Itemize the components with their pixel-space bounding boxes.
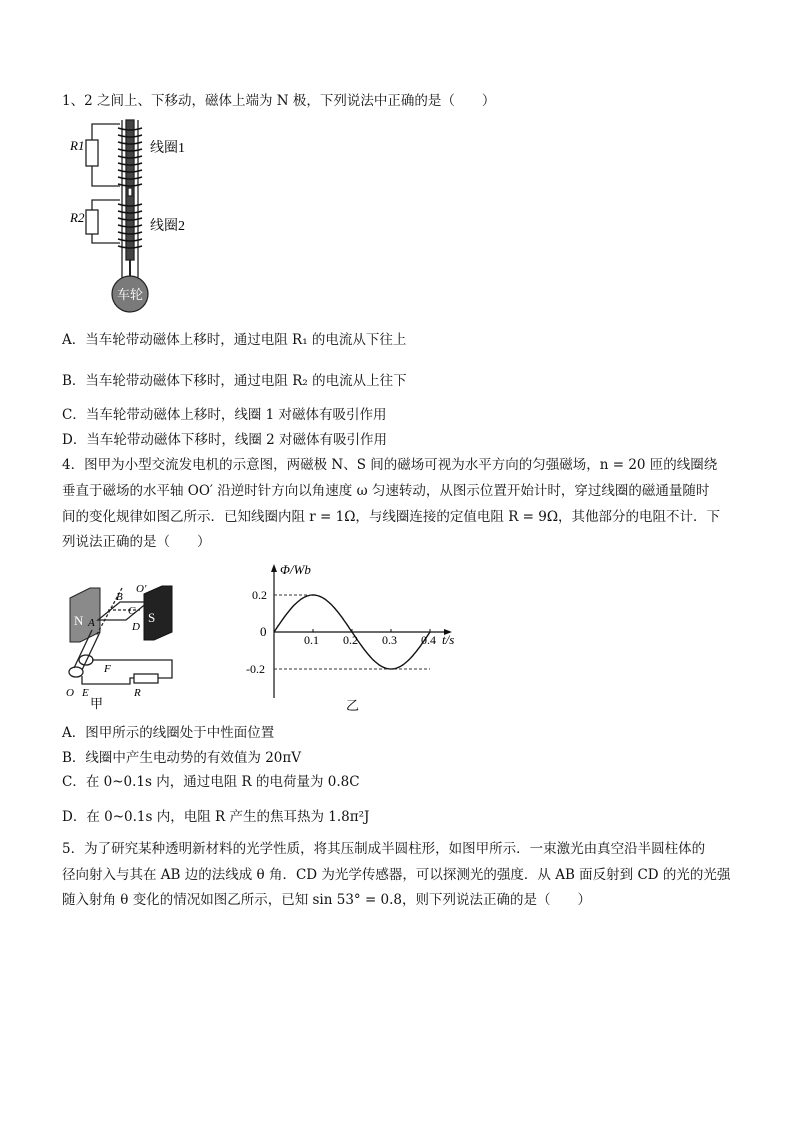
q4-stem-line4: 列说法正确的是（ ）: [62, 534, 211, 550]
jia-O: O: [66, 687, 74, 699]
q4-stem-line3: 间的变化规律如图乙所示．已知线圈内阻 r = 1Ω，与线圈连接的定值电阻 R = 9Ω，其他部分的电阻不计．下: [62, 509, 721, 525]
jia-D: D: [132, 621, 140, 633]
jia-O-prime: O′: [136, 583, 147, 595]
chart-caption: 乙: [346, 698, 360, 713]
chart-origin-label: 0: [260, 624, 267, 639]
q3-stem-tail: 1、2 之间上、下移动，磁体上端为 N 极，下列说法中正确的是（ ）: [62, 93, 496, 109]
q3-option-a: A．当车轮带动磁体上移时，通过电阻 R₁ 的电流从下往上: [62, 332, 407, 348]
chart-y-tick-label: 0.2: [252, 588, 267, 602]
jia-E: E: [82, 687, 89, 699]
fig-coil-diagram: [62, 118, 222, 314]
q4-stem-line2: 垂直于磁场的水平轴 OO′ 沿逆时针方向以角速度 ω 匀速转动，从图示位置开始计时，穿过线圈的磁通量随时: [62, 483, 710, 499]
q3-option-d: D．当车轮带动磁体下移时，线圈 2 对磁体有吸引作用: [62, 432, 387, 448]
jia-A: A: [88, 617, 95, 629]
fig1-r2-label: R2: [70, 210, 85, 225]
chart-x-tick-label: 0.4: [421, 633, 436, 647]
jia-S: S: [148, 610, 156, 625]
fig1-wheel-label: 车轮: [117, 287, 144, 302]
chart-x-tick-label: 0.1: [304, 633, 319, 647]
q4-stem-line1: 4．图甲为小型交流发电机的示意图，两磁极 N、S 间的磁场可视为水平方向的匀强磁场，n = 20 匝的线圈绕: [62, 457, 718, 473]
q4-option-c: C．在 0~0.1s 内，通过电阻 R 的电荷量为 0.8C: [62, 774, 360, 790]
fig-generator: [62, 580, 202, 710]
fig1-coil1-label: 线圈1: [150, 141, 185, 156]
fig1-coil2-label: 线圈2: [150, 219, 185, 234]
chart-x-tick-label: 0.2: [343, 633, 358, 647]
q3-option-b: B．当车轮带动磁体下移时，通过电阻 R₂ 的电流从上往下: [62, 373, 407, 389]
q4-option-d: D．在 0~0.1s 内，电阻 R 产生的焦耳热为 1.8π²J: [62, 809, 370, 825]
chart-y-arrow: [271, 564, 277, 572]
chart-x-label: t/s: [442, 632, 455, 647]
q4-option-a: A．图甲所示的线圈处于中性面位置: [62, 725, 275, 741]
q5-stem-line3: 随入射角 θ 变化的情况如图乙所示，已知 sin 53° = 0.8，则下列说法正确的是（ ）: [62, 892, 592, 908]
chart-x-tick-label: 0.3: [382, 633, 397, 647]
flux-chart: [240, 558, 470, 714]
jia-caption: 甲: [90, 696, 104, 710]
chart-y-label: Φ/Wb: [280, 562, 311, 577]
jia-C: C: [128, 605, 136, 617]
q5-stem-line1: 5．为了研究某种透明新材料的光学性质，将其压制成半圆柱形，如图甲所示．一束激光由真空沿半圆柱体的: [62, 841, 706, 857]
q4-option-b: B．线圈中产生电动势的有效值为 20πV: [62, 750, 302, 766]
jia-B: B: [116, 591, 123, 603]
chart-y-tick-label: -0.2: [246, 662, 265, 676]
jia-N: N: [74, 613, 84, 628]
jia-R: R: [134, 687, 141, 699]
q5-stem-line2: 径向射入与其在 AB 边的法线成 θ 角．CD 为光学传感器，可以探测光的强度．从 AB 面反射到 CD 的光的光强: [62, 867, 731, 883]
q3-option-c: C．当车轮带动磁体上移时，线圈 1 对磁体有吸引作用: [62, 407, 387, 423]
jia-F: F: [104, 663, 111, 675]
fig1-r1-label: R1: [70, 138, 85, 153]
